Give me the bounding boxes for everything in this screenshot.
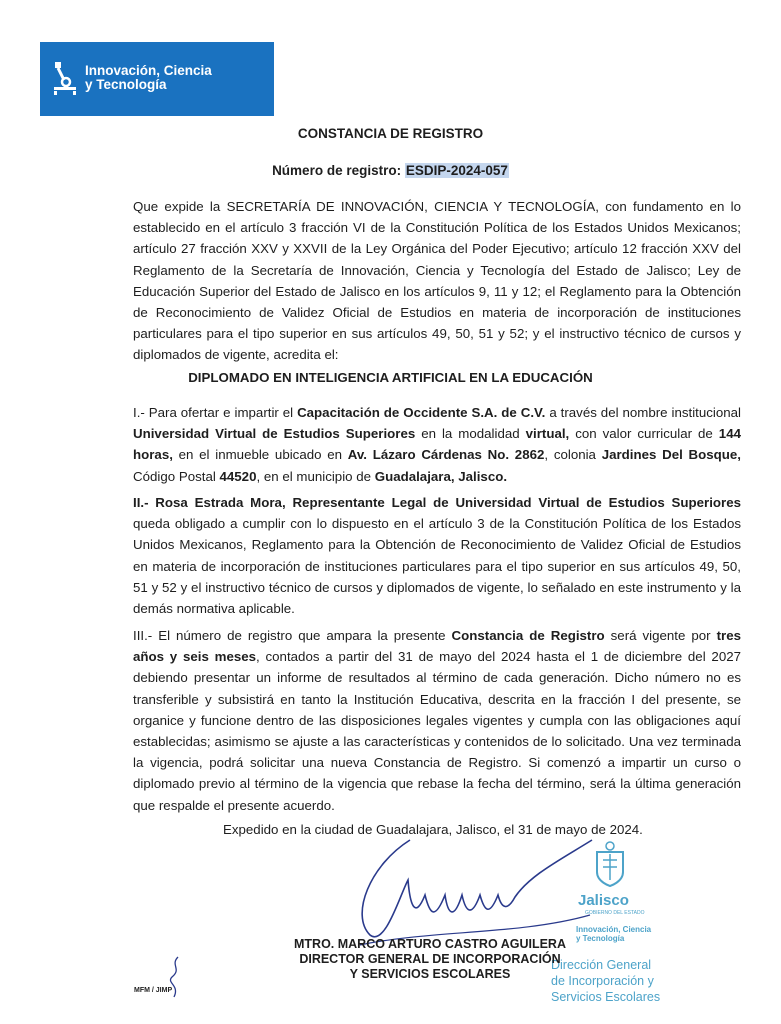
signature [330, 835, 600, 950]
initials: MFM / JIMP [134, 987, 173, 994]
p1-municipality: Guadalajara, Jalisco. [374, 468, 508, 484]
p3-text: será vigente por [604, 628, 717, 643]
p2-text: queda obligado a cumplir con lo dispuesto en el artículo 3 de la Constitución Política de los Estados Unidos Mexicanos, Reglamento para la Obtención de Reconocimiento de Validez Oficial de Estudios en materia de incorporación de instituciones particulares para el tipo superior en sus artículos 49, 50, 51 y 52 y el instructivo técnico de cursos y diplomados de vigente, lo señalado en este instrumento y la demás normativa aplicable. [133, 516, 741, 617]
p1-text: con valor curricular de [569, 426, 719, 442]
p1-text: , en el municipio de [256, 468, 375, 484]
issued-line: Expedido en la ciudad de Guadalajara, Jalisco, el 31 de mayo de 2024. [223, 822, 643, 837]
seal-dg-line1: Dirección General [551, 958, 652, 972]
p1-text: I.- Para ofertar e impartir el [133, 405, 298, 420]
logo-line2: y Tecnología [85, 77, 167, 92]
signer-role-2: Y SERVICIOS ESCOLARES [349, 967, 511, 981]
p1-hours: 144 horas, [133, 426, 741, 463]
microscope-icon [52, 60, 78, 96]
p1-text: Código Postal [133, 468, 220, 484]
paragraph-1 [133, 402, 741, 487]
p1-text: a través del nombre institucional [545, 405, 741, 420]
registration-number [0, 163, 781, 178]
coat-of-arms-icon [593, 840, 627, 888]
p1-text: en la modalidad [415, 426, 526, 442]
document-title: CONSTANCIA DE REGISTRO [297, 126, 484, 141]
seal-dg-line3: Servicios Escolares [551, 990, 661, 1004]
seal-inno-line2: y Tecnología [576, 934, 625, 943]
p1-modality: virtual, [525, 426, 570, 442]
signer-role-1: DIRECTOR GENERAL DE INCORPORACIÓN [299, 952, 561, 966]
signer-name: MTRO. MARCO ARTURO CASTRO AGUILERA [294, 937, 566, 951]
seal-dg-line2: de Incorporación y [551, 974, 654, 988]
seal-inno-line1: Innovación, Ciencia [576, 925, 652, 934]
p1-company: Capacitación de Occidente S.A. de C.V. [297, 405, 546, 420]
p1-text: , colonia [544, 447, 602, 463]
logo-text [85, 64, 212, 92]
signer-block [270, 937, 590, 982]
intro-paragraph: Que expide la SECRETARÍA DE INNOVACIÓN, CIENCIA Y TECNOLOGÍA, con fundamento en lo establecido en el artículo 3 fracción VI de la Constitución Política de los Estados Unidos Mexicanos; artículo 27 fracción XXV y XXVII de la Ley Orgánica del Poder Ejecutivo; artículo 12 fracción XXV del Reglamento de la Secretaría de Innovación, Ciencia y Tecnología del Estado de Jalisco; Ley de Educación Superior del Estado de Jalisco en los artículos 9, 11 y 12; el Reglamento para la Obtención de Reconocimiento de Validez Oficial de Estudios en materia de incorporación de instituciones particulares para el tipo superior en sus artículos 49, 50, 51 y 52; y el instructivo técnico de cursos y diplomados de vigente, acredita el: [133, 199, 741, 363]
p3-text: , contados a partir del 31 de mayo del 2024 hasta el 1 de diciembre del 2027 debiendo presentar un informe de resultados al término de cada generación. Dicho número no es transferible y subsistirá en tanto la Institución Educativa, descrita en la fracción I del presente, se organice y funcione dentro de las disposiciones legales vigentes y cumpla con las obligaciones aquí establecidas; asimismo se ajuste a las características y contenidos de lo solicitado. Una vez terminada la vigencia, podrá solicitar una nueva Constancia de Registro. Si comenzó a impartir un curso o diplomado previo al término de la vigencia que rebase la fecha del término, será la última generación que respalde el presente acuerdo. [133, 649, 742, 813]
p2-representative: II.- Rosa Estrada Mora, Representante Legal de Universidad Virtual de Estudios Superiores [133, 495, 741, 510]
seal-jalisco: Jalisco [578, 892, 629, 909]
p3-duration: tres años y seis meses [133, 628, 741, 665]
paragraph-3 [133, 625, 741, 816]
course-title: DIPLOMADO EN INTELIGENCIA ARTIFICIAL EN LA EDUCACIÓN [188, 370, 593, 385]
registration-label: Número de registro: [272, 163, 402, 178]
p1-text: en el inmueble ubicado en [172, 447, 348, 463]
p3-constancia: Constancia de Registro [451, 628, 605, 643]
p1-institution: Universidad Virtual de Estudios Superiores [133, 426, 416, 442]
seal-government: GOBIERNO DEL ESTADO [585, 910, 645, 916]
logo-banner [40, 42, 274, 116]
p3-text: III.- El número de registro que ampara la presente [133, 628, 452, 643]
p1-address: Av. Lázaro Cárdenas No. 2862 [347, 447, 545, 463]
paragraph-2 [133, 492, 741, 619]
registration-code: ESDIP-2024-057 [405, 163, 508, 178]
logo-line1: Innovación, Ciencia [85, 63, 212, 78]
p1-colonia: Jardines Del Bosque, [601, 447, 741, 463]
p1-postal-code: 44520 [219, 468, 257, 484]
